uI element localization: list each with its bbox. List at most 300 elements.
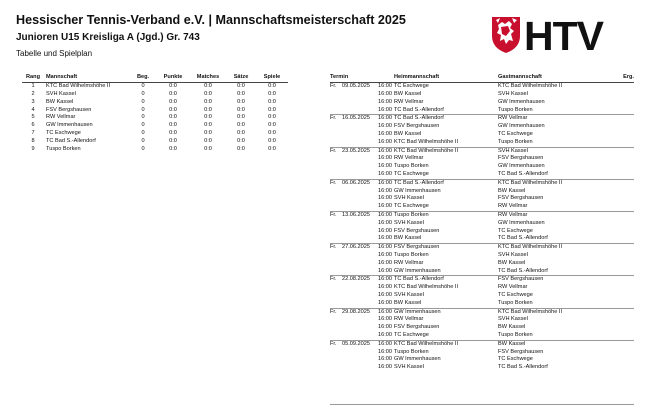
match-time: 16:00 [378,235,392,242]
match-date: 16.05.2025 [342,115,374,123]
match-day [330,188,342,196]
match-date [342,235,374,243]
standings-cell: 0:0 [268,137,276,144]
standings-cell: 0 [141,145,145,152]
schedule-row [330,324,634,332]
schedule-row [330,131,634,139]
match-time: 16:00 [374,244,394,252]
guest-team: TC Eschwege [498,292,533,299]
match-day [330,195,342,203]
guest-team: Tuspo Borken [498,332,533,338]
guest-team: TC Eschwege [498,227,533,234]
home-team: KTC Bad Wilhelmshöhe II [394,284,459,291]
match-date [342,252,374,260]
schedule-row [330,300,634,308]
match-time: 16:00 [374,115,394,123]
match-day: Fr. [330,147,342,155]
match-result [610,163,634,171]
standings-cell: 3 [31,98,35,105]
schedule-row [330,276,634,284]
home-team: BW Kassel [394,131,422,138]
match-date [342,163,374,171]
match-result [610,195,634,203]
match-day [330,235,342,243]
match-time: 16:00 [378,98,392,105]
match-time: 16:00 [378,91,392,98]
match-day [330,349,342,357]
standings-cell: 0 [141,122,145,129]
guest-team: TC Eschwege [498,131,533,138]
match-date: 29.08.2025 [342,308,374,316]
match-day [330,228,342,236]
schedule-row [330,179,634,187]
match-time: 16:00 [374,147,394,155]
standings-cell: 0:0 [268,114,276,121]
schedule-row [330,220,634,228]
home-team: FSV Bergshausen [394,244,498,252]
match-day [330,139,342,147]
match-date [342,260,374,268]
guest-team: GW Immenhausen [498,219,545,226]
standings-cell: 0:0 [237,83,245,90]
guest-team: GW Immenhausen [498,123,545,130]
match-day [330,171,342,179]
match-result [610,147,634,155]
match-time: 16:00 [378,227,392,234]
standings-cell: 0:0 [169,83,177,90]
match-day [330,292,342,300]
home-team: GW Immenhausen [394,356,441,363]
home-team: TC Eschwege [394,203,429,210]
standings-cell: 0:0 [169,106,177,113]
standings-row [22,107,288,115]
schedule-row [330,99,634,107]
home-team: KTC Bad Wilhelmshöhe II [394,138,459,145]
match-day: Fr. [330,340,342,348]
standings-cell: 0:0 [237,130,245,137]
match-time: 16:00 [378,364,392,371]
standings-header-row [22,74,288,83]
home-team: KTC Bad Wilhelmshöhe II [394,147,498,155]
match-time: 16:00 [378,106,392,113]
match-time: 16:00 [374,308,394,316]
match-day: Fr. [330,212,342,220]
schedule-row [330,316,634,324]
guest-team: Tuspo Borken [498,138,533,145]
standings-cell: 0:0 [268,106,276,113]
match-time: 16:00 [378,163,392,170]
match-result [610,188,634,196]
match-day [330,203,342,211]
schedule-row [330,203,634,211]
home-team: SVH Kassel [394,195,424,202]
standings-column-header: Matches [190,74,226,83]
htv-logo [488,14,634,54]
match-date [342,300,374,308]
schedule-row [330,349,634,357]
guest-team: Tuspo Borken [498,299,533,306]
match-date [342,324,374,332]
match-date [342,139,374,147]
standings-cell: 0 [141,114,145,121]
match-result [610,155,634,163]
match-result [610,292,634,300]
match-result [610,260,634,268]
match-result [610,123,634,131]
standings-cell: 0 [141,137,145,144]
schedule-column-header: Termin [330,74,394,83]
guest-team: TC Bad S.-Allendorf [498,235,548,242]
match-result [610,99,634,107]
standings-row [22,146,288,154]
match-day [330,356,342,364]
standings-cell: 0:0 [268,122,276,129]
guest-team: BW Kassel [498,324,526,331]
home-team: BW Kassel [394,235,422,242]
standings-cell: 0:0 [237,91,245,98]
guest-team: SVH Kassel [498,316,528,323]
guest-team: GW Immenhausen [498,163,545,170]
standings-row [22,122,288,130]
home-team: RW Vellmar [394,316,424,323]
home-team: FSV Bergshausen [394,123,440,130]
match-date [342,195,374,203]
match-date [342,171,374,179]
match-date [342,284,374,292]
match-time: 16:00 [378,252,392,259]
match-date [342,316,374,324]
match-time: 16:00 [378,356,392,363]
guest-team: RW Vellmar [498,284,528,291]
home-team: SVH Kassel [394,364,424,371]
guest-team: KTC Bad Wilhelmshöhe II [498,83,563,90]
standings-cell: RW Vellmar [46,114,76,121]
schedule-row [330,260,634,268]
match-date [342,349,374,357]
guest-team: TC Eschwege [498,356,533,363]
guest-team: RW Vellmar [498,203,528,210]
match-day: Fr. [330,83,337,90]
home-team: GW Immenhausen [394,267,441,274]
match-result [610,308,634,316]
schedule-row [330,364,634,372]
home-team: FSV Bergshausen [394,324,440,331]
standings-cell: 0:0 [169,145,177,152]
match-time: 16:00 [378,267,392,274]
schedule-row [330,244,634,252]
guest-team: TC Bad S.-Allendorf [498,267,548,274]
match-day [330,300,342,308]
match-result [610,131,634,139]
standings-cell: 0:0 [169,130,177,137]
guest-team: RW Vellmar [498,212,610,220]
match-time: 16:00 [378,259,392,266]
standings-cell: 8 [31,137,35,144]
schedule-row [330,163,634,171]
home-team: GW Immenhausen [394,187,441,194]
standings-cell: 0:0 [169,122,177,129]
match-day: Fr. [330,244,342,252]
match-result [610,203,634,211]
match-time: 16:00 [374,179,394,187]
schedule-column-header: Heimmannschaft [394,74,498,83]
schedule-row [330,292,634,300]
page-description: Tabelle und Spielplan [16,49,93,58]
match-time: 16:00 [378,123,392,130]
match-date [342,188,374,196]
home-team: SVH Kassel [394,219,424,226]
standings-row [22,138,288,146]
match-day: Fr. [330,179,342,187]
match-time: 16:00 [378,284,392,291]
guest-team: GW Immenhausen [498,98,545,105]
standings-cell: SVH Kassel [46,91,76,98]
match-day [330,268,342,276]
guest-team: FSV Bergshausen [498,155,544,162]
match-time: 16:00 [378,155,392,162]
standings-column-header: Beg. [130,74,156,83]
schedule-row [330,195,634,203]
schedule-bottom-rule [330,404,634,405]
home-team: TC Eschwege [394,332,429,338]
league-subtitle: Junioren U15 Kreisliga A (Jgd.) Gr. 743 [16,32,200,43]
match-date: 05.09.2025 [342,340,374,348]
standings-cell: 0:0 [204,91,212,98]
match-result [610,107,634,115]
match-result [610,83,634,91]
home-team: Tuspo Borken [394,252,429,259]
schedule-row [330,139,634,147]
home-team: TC Bad S.-Allendorf [394,276,498,284]
standings-cell: 0:0 [169,98,177,105]
standings-cell: 0:0 [204,130,212,137]
schedule-row [330,228,634,236]
match-day [330,316,342,324]
home-team: RW Vellmar [394,98,424,105]
match-result [610,179,634,187]
match-day [330,91,342,99]
match-result [610,356,634,364]
match-day [330,163,342,171]
schedule-row [330,332,634,340]
guest-team: FSV Bergshausen [498,195,544,202]
guest-team: KTC Bad Wilhelmshöhe II [498,179,610,187]
match-result [610,276,634,284]
match-time: 16:00 [378,195,392,202]
home-team: FSV Bergshausen [394,227,440,234]
match-date [342,228,374,236]
standings-table [22,74,288,153]
guest-team: TC Bad S.-Allendorf [498,171,548,178]
match-date [342,155,374,163]
home-team: SVH Kassel [394,292,424,299]
guest-team: KTC Bad Wilhelmshöhe II [498,244,610,252]
home-team: Tuspo Borken [394,212,498,220]
standings-cell: 0:0 [268,130,276,137]
home-team: KTC Bad Wilhelmshöhe II [394,340,498,348]
match-date [342,220,374,228]
match-time: 16:00 [378,292,392,299]
schedule-row [330,212,634,220]
standings-cell: 0:0 [268,145,276,152]
schedule-row [330,188,634,196]
match-result [610,212,634,220]
match-day [330,107,342,115]
standings-column-header: Spiele [256,74,288,83]
match-time: 16:00 [378,348,392,355]
match-date [342,99,374,107]
match-result [610,324,634,332]
standings-cell: 0:0 [204,137,212,144]
standings-cell: 0 [141,130,145,137]
match-date [342,268,374,276]
standings-column-header: Punkte [156,74,190,83]
standings-cell: KTC Bad Wilhelmshöhe II [46,83,111,90]
standings-cell: TC Eschwege [46,130,81,137]
standings-column-header: Mannschaft [44,74,130,83]
match-time: 16:00 [378,171,392,178]
standings-cell: 0:0 [204,145,212,152]
match-result [610,115,634,123]
standings-row [22,114,288,122]
match-date [342,107,374,115]
match-time: 16:00 [378,83,392,90]
page-title: Hessischer Tennis-Verband e.V. | Mannschaftsmeisterschaft 2025 [16,13,406,27]
match-day [330,252,342,260]
schedule-row [330,284,634,292]
match-result [610,171,634,179]
match-result [610,228,634,236]
standings-cell: 0 [141,83,145,90]
match-time: 16:00 [378,131,392,138]
match-date: 27.06.2025 [342,244,374,252]
standings-column-header: Rang [22,74,44,83]
standings-row [22,83,288,91]
home-team: RW Vellmar [394,155,424,162]
standings-cell: 0:0 [237,122,245,129]
guest-team: BW Kassel [498,187,526,194]
match-day [330,324,342,332]
standings-cell: 0:0 [204,122,212,129]
standings-cell: 0 [141,98,145,105]
match-date [342,91,374,99]
match-time: 16:00 [378,299,392,306]
match-date [342,123,374,131]
standings-cell: 0:0 [237,145,245,152]
guest-team: KTC Bad Wilhelmshöhe II [498,308,610,316]
home-team: TC Bad S.-Allendorf [394,179,498,187]
home-team: TC Eschwege [394,171,429,178]
standings-cell: 0:0 [204,106,212,113]
standings-cell: 0:0 [204,98,212,105]
match-day [330,99,342,107]
match-day [330,220,342,228]
standings-column-header: Sätze [226,74,256,83]
schedule-row [330,115,634,123]
match-date: 06.06.2025 [342,179,374,187]
match-day: Fr. [330,115,342,123]
match-day [330,260,342,268]
match-date: 13.06.2025 [342,212,374,220]
standings-row [22,130,288,138]
match-result [610,316,634,324]
standings-cell: 0:0 [204,114,212,121]
lion-crest-icon [492,17,520,53]
standings-cell: BW Kassel [46,98,74,105]
match-date [342,292,374,300]
match-result [610,268,634,276]
match-result [610,244,634,252]
home-team: Tuspo Borken [394,163,429,170]
home-team: TC Eschwege [394,83,429,90]
standings-cell: FSV Bergshausen [46,106,92,113]
standings-row [22,91,288,99]
schedule-table [330,74,634,372]
standings-cell: 0 [141,106,145,113]
match-time: 16:00 [378,332,392,338]
standings-cell: 0:0 [237,114,245,121]
home-team: BW Kassel [394,299,422,306]
match-time: 16:00 [378,324,392,331]
match-day [330,364,342,372]
guest-team: SVH Kassel [498,252,528,259]
standings-cell: 0:0 [268,83,276,90]
schedule-column-header: Gastmannschaft [498,74,610,83]
match-time: 16:00 [378,316,392,323]
standings-cell: 7 [31,130,35,137]
match-day [330,332,342,340]
match-result [610,252,634,260]
schedule-row [330,91,634,99]
standings-cell: Tuspo Borken [46,145,81,152]
standings-cell: GW Immenhausen [46,122,93,129]
match-result [610,220,634,228]
logo-text: HTV [524,14,603,54]
standings-cell: TC Bad S.-Allendorf [46,137,96,144]
schedule-row [330,147,634,155]
match-time: 16:00 [374,276,394,284]
match-result [610,364,634,372]
schedule-row [330,123,634,131]
match-result [610,91,634,99]
schedule-row [330,356,634,364]
match-date [342,131,374,139]
guest-team: FSV Bergshausen [498,348,544,355]
guest-team: BW Kassel [498,340,610,348]
match-result [610,235,634,243]
standings-cell: 0:0 [237,106,245,113]
match-date: 22.08.2025 [342,276,374,284]
match-result [610,284,634,292]
standings-cell: 4 [31,106,35,113]
match-time: 16:00 [374,340,394,348]
match-day: Fr. [330,308,342,316]
guest-team: BW Kassel [498,259,526,266]
standings-cell: 9 [31,145,35,152]
standings-cell: 0:0 [268,91,276,98]
schedule-row [330,83,634,91]
guest-team: TC Bad S.-Allendorf [498,364,548,371]
guest-team: RW Vellmar [498,115,610,123]
guest-team: Tuspo Borken [498,106,533,113]
schedule-row [330,252,634,260]
standings-cell: 0:0 [169,91,177,98]
standings-cell: 0:0 [237,137,245,144]
match-result [610,139,634,147]
standings-cell: 1 [31,83,35,90]
standings-cell: 0:0 [169,137,177,144]
schedule-row [330,340,634,348]
